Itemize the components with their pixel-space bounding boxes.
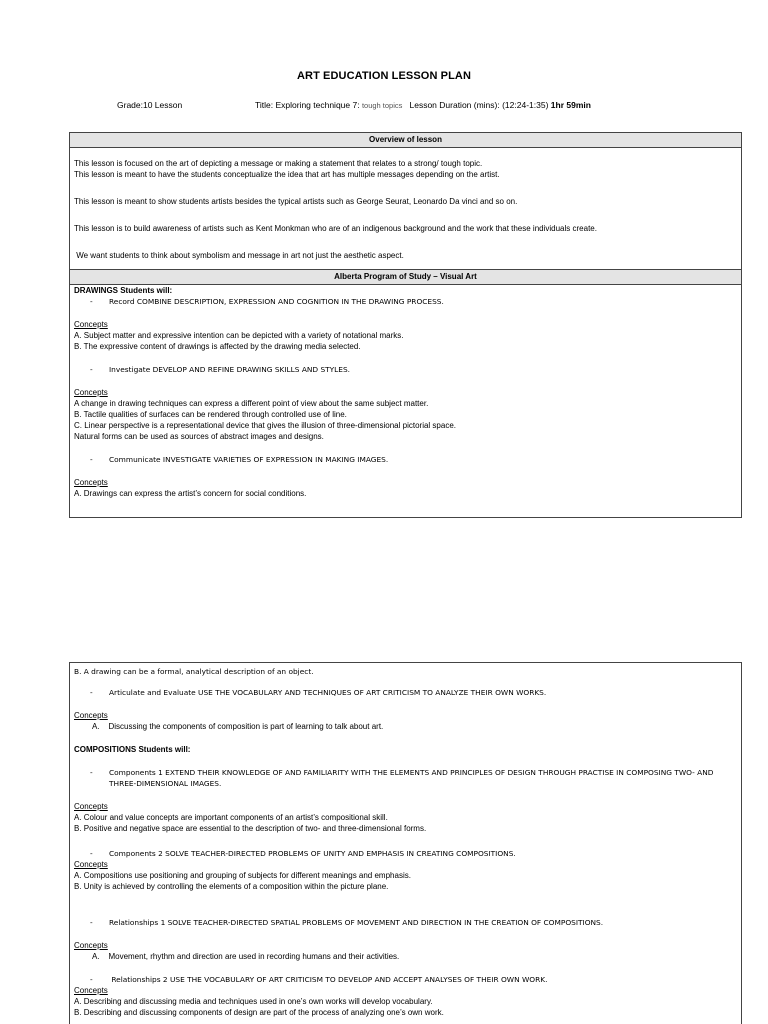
concept-line: B. Tactile qualities of surfaces can be rendered through controlled use of line. (74, 410, 347, 419)
concepts-label: Concepts (74, 941, 108, 950)
overview-paragraph: This lesson is focused on the art of depicting a message or making a statement that relates to a strong/ tough topic. (74, 159, 483, 168)
concepts-label: Concepts (74, 802, 108, 811)
concepts-label: Concepts (74, 860, 108, 869)
concept-line: B. Positive and negative space are essential to the description of two- and three-dimensional forms. (74, 824, 427, 833)
concept-line: A. Drawings can express the artist’s concern for social conditions. (74, 489, 307, 498)
concepts-label: Concepts (74, 320, 108, 329)
concept-line: A. Movement, rhythm and direction are used in recording humans and their activities. (92, 952, 400, 961)
concept-line: A. Compositions use positioning and grouping of subjects for different meanings and emphasis. (74, 871, 411, 880)
concept-line: Natural forms can be used as sources of abstract images and designs. (74, 432, 324, 441)
duration-label: Lesson Duration (mins): (12:24-1:35) (409, 100, 549, 110)
drawings-heading: DRAWINGS Students will: (74, 286, 173, 295)
concepts-label: Concepts (74, 388, 108, 397)
outcome-item: - Relationships 1 SOLVE TEACHER-DIRECTED SPATIAL PROBLEMS OF MOVEMENT AND DIRECTION IN THE CREATION OF COMPOSITIONS. (90, 918, 604, 927)
outcome-item: - Investigate DEVELOP AND REFINE DRAWING SKILLS AND STYLES. (90, 365, 351, 374)
concept-line: B. Unity is achieved by controlling the elements of a composition within the picture plane. (74, 882, 389, 891)
concept-line: A. Describing and discussing media and techniques used in one’s own works will develop vocabulary. (74, 997, 433, 1006)
lesson-title (255, 100, 591, 110)
outcome-item: - Components 2 SOLVE TEACHER-DIRECTED PROBLEMS OF UNITY AND EMPHASIS IN CREATING COMPOSITIONS. (90, 849, 516, 858)
lesson-title-label: Title: Exploring technique 7: (255, 100, 360, 110)
concept-line: B. The expressive content of drawings is affected by the drawing media selected. (74, 342, 361, 351)
concept-line: A. Discussing the components of composition is part of learning to talk about art. (92, 722, 384, 731)
outcome-item: - Components 1 EXTEND THEIR KNOWLEDGE OF AND FAMILIARITY WITH THE ELEMENTS AND PRINCIPLES OF DESIGN THROUGH PRACTISE IN COMPOSING TWO- AND THREE-DIMENSIONAL IMAGES. (90, 768, 714, 788)
concept-line: A. Subject matter and expressive intention can be depicted with a variety of notational marks. (74, 331, 404, 340)
lesson-table-page-1 (69, 132, 742, 518)
overview-paragraph: This lesson is meant to have the students conceptualize the idea that art has multiple messages depending on the artist. (74, 170, 500, 179)
concept-line: A. Colour and value concepts are important components of an artist’s compositional skill. (74, 813, 388, 822)
grade-label: Grade:10 Lesson (117, 100, 183, 110)
overview-section (70, 148, 741, 269)
page-title: ART EDUCATION LESSON PLAN (296, 70, 472, 82)
program-section (70, 285, 741, 499)
concepts-label: Concepts (74, 478, 108, 487)
compositions-heading: COMPOSITIONS Students will: (74, 745, 191, 754)
overview-paragraph: This lesson is meant to show students artists besides the typical artists such as George Seurat, Leonardo Da vinci and so on. (74, 197, 518, 206)
outcome-item: - Record COMBINE DESCRIPTION, EXPRESSION AND COGNITION IN THE DRAWING PROCESS. (90, 297, 444, 306)
overview-heading: Overview of lesson (70, 133, 741, 148)
concept-line: B. Describing and discussing components of design are part of the process of analyzing one’s own work. (74, 1008, 444, 1017)
concept-line: C. Linear perspective is a representational device that gives the illusion of three-dimensional pictorial space. (74, 421, 456, 430)
lesson-table-page-2 (69, 662, 742, 1024)
program-section-continued (70, 663, 741, 1018)
outcome-item: - Relationships 2 USE THE VOCABULARY OF ART CRITICISM TO DEVELOP AND ACCEPT ANALYSES OF THEIR OWN WORK. (90, 975, 548, 984)
overview-paragraph: This lesson is to build awareness of artists such as Kent Monkman who are of an indigenous background and the work that these individuals create. (74, 224, 597, 233)
overview-paragraph: We want students to think about symbolism and message in art not just the aesthetic aspect. (74, 251, 404, 260)
concept-line: B. A drawing can be a formal, analytical description of an object. (74, 667, 314, 676)
outcome-item: - Articulate and Evaluate USE THE VOCABULARY AND TECHNIQUES OF ART CRITICISM TO ANALYZE THEIR OWN WORKS. (90, 688, 547, 697)
lesson-title-topic: tough topics (361, 101, 403, 110)
program-heading: Alberta Program of Study – Visual Art (70, 269, 741, 285)
outcome-item: - Communicate INVESTIGATE VARIETIES OF EXPRESSION IN MAKING IMAGES. (90, 455, 389, 464)
concepts-label: Concepts (74, 711, 108, 720)
concepts-label: Concepts (74, 986, 108, 995)
duration-value: 1hr 59min (550, 100, 591, 110)
concept-line: A change in drawing techniques can express a different point of view about the same subject matter. (74, 399, 429, 408)
